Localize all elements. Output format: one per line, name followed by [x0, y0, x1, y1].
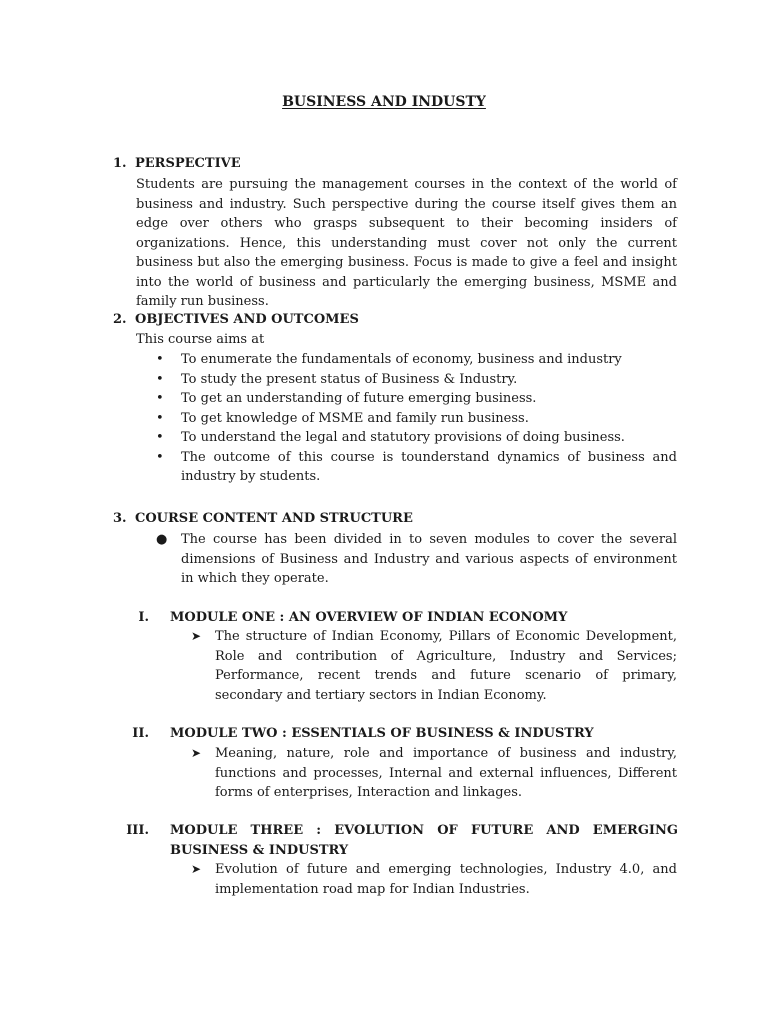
objectives-list: [136, 350, 677, 487]
objectives-intro: This course aims at: [136, 332, 265, 347]
module-heading-two: [113, 724, 678, 744]
list-item: • The outcome of this course is tounderstand dynamics of business and industry by students.: [156, 449, 677, 484]
section-heading-objectives: [113, 310, 359, 330]
section-heading-perspective: [113, 154, 241, 174]
bullet-icon: ●: [156, 532, 168, 547]
arrow-bullet-icon: ➤: [191, 746, 202, 760]
module-title: MODULE THREE : EVOLUTION OF FUTURE AND EMERGING BUSINESS & INDUSTRY: [170, 823, 678, 858]
module-title: MODULE ONE : AN OVERVIEW OF INDIAN ECONOMY: [170, 610, 568, 625]
document-title: BUSINESS AND INDUSTY: [282, 94, 486, 110]
module-one-description: [191, 627, 677, 705]
module-two-description: [191, 744, 677, 803]
bullet-icon: •: [156, 391, 164, 406]
module-numeral: I.: [138, 610, 149, 625]
module-heading-one: [113, 608, 678, 628]
list-item: • To get an understanding of future emerging business.: [136, 389, 677, 409]
list-item: ● The course has been divided in to seven modules to cover the several dimensions of Business and Industry and various aspects of environment in which they operate.: [156, 532, 677, 586]
section-title: PERSPECTIVE: [135, 156, 241, 171]
module-text: The structure of Indian Economy, Pillars of Economic Development, Role and contribution of Agriculture, Industry and Services; Performance, recent trends and future scenario of primary, secondary and tertiary sectors in Indian Economy.: [215, 629, 677, 703]
module-numeral: III.: [126, 823, 149, 838]
bullet-icon: •: [156, 449, 164, 465]
bullet-icon: •: [156, 410, 164, 426]
section-number: 1.: [113, 156, 127, 171]
course-content-list: [136, 530, 677, 589]
bullet-icon: •: [156, 430, 164, 445]
section-heading-course-content: [113, 509, 413, 529]
section-number: 3.: [113, 511, 127, 526]
bullet-icon: •: [156, 352, 164, 367]
module-text: Evolution of future and emerging technologies, Industry 4.0, and implementation road map for Indian Industries.: [215, 862, 677, 897]
arrow-bullet-icon: ➤: [191, 862, 202, 876]
module-heading-three: [113, 821, 678, 860]
list-item: • To understand the legal and statutory provisions of doing business.: [136, 428, 677, 448]
section-title: OBJECTIVES AND OUTCOMES: [135, 312, 359, 327]
module-title: MODULE TWO : ESSENTIALS OF BUSINESS & INDUSTRY: [170, 726, 594, 741]
module-three-description: [191, 860, 677, 899]
perspective-paragraph: Students are pursuing the management courses in the context of the world of business and industry. Such perspective during the course itself gives them an edge over others who grasps subsequent to their becoming insiders of organizations. Hence, this understanding must cover not only the current business but also the emerging business. Focus is made to give a feel and insight into the world of business and particularly the emerging business, MSME and family run business.: [136, 177, 677, 309]
arrow-bullet-icon: ➤: [191, 629, 202, 643]
list-item: • To study the present status of Business & Industry.: [136, 370, 677, 390]
bullet-icon: •: [156, 371, 164, 387]
section-title: COURSE CONTENT AND STRUCTURE: [135, 511, 413, 526]
list-item: • To enumerate the fundamentals of economy, business and industry: [136, 350, 677, 370]
list-item: • To get knowledge of MSME and family run business.: [136, 409, 677, 429]
module-numeral: II.: [132, 726, 149, 741]
section-number: 2.: [113, 312, 127, 327]
module-text: Meaning, nature, role and importance of business and industry, functions and processes, Internal and external influences, Different forms of enterprises, Interaction and linkages.: [215, 746, 677, 800]
